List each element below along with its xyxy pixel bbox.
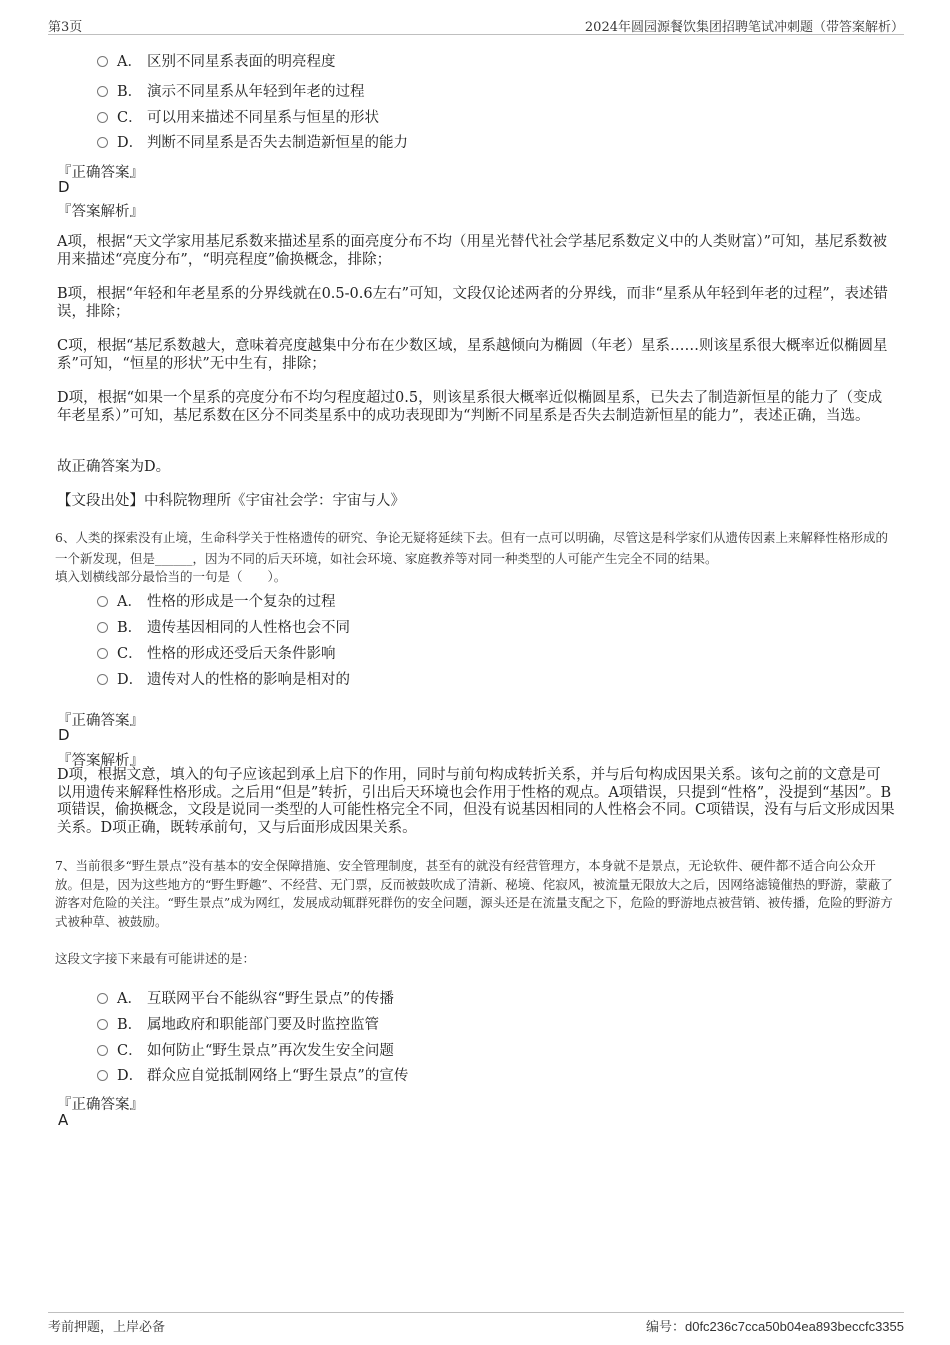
page-header	[48, 16, 904, 35]
q6-stem: 6、人类的探索没有止境，生命科学关于性格遗传的研究、争论无疑将延续下去。但有一点可以明确，尽管这是科学家们从遗传因素上来解释性格形成的一个新发现，但是______，因为不同的后天环境，如社会环境、家庭教养等对同一种类型的人可能产生完全不同的结果。	[55, 530, 888, 566]
radio-icon[interactable]	[97, 1070, 108, 1081]
document-title: 2024年圆园源餐饮集团招聘笔试冲刺题（带答案解析）	[584, 20, 904, 35]
radio-icon[interactable]	[97, 1045, 108, 1056]
radio-icon[interactable]	[97, 993, 108, 1004]
q5-option-b[interactable]: B． 演示不同星系从年轻到年老的过程	[97, 80, 365, 101]
q6-answer-label: 『正确答案』	[57, 713, 144, 729]
radio-icon[interactable]	[97, 1019, 108, 1030]
q7-answer: A	[58, 1111, 69, 1129]
q7-answer-label: 『正确答案』	[57, 1097, 144, 1113]
q6-option-a[interactable]: A． 性格的形成是一个复杂的过程	[97, 590, 336, 611]
q5-analysis-b: B项，根据“年轻和年老星系的分界线就在0.5-0.6左右”可知，文段仅论述两者的分界线，而非“星系从年轻到年老的过程”，表述错误，排除；	[57, 286, 888, 320]
q5-analysis-d: D项，根据“如果一个星系的亮度分布不均匀程度超过0.5，则该星系很大概率近似椭圆星系，已失去了制造新恒星的能力了（变成年老星系）”可知，基尼系数在区分不同类星系中的成功表现即为“判断不同星系是否失去制造新恒星的能力”，表述正确，当选。	[57, 390, 883, 424]
q7-option-b[interactable]: B． 属地政府和职能部门要及时监控监管	[97, 1013, 379, 1034]
radio-icon[interactable]	[97, 674, 108, 685]
q6-prompt: 填入划横线部分最恰当的一句是（ ）。	[55, 569, 287, 584]
page-footer	[48, 1312, 904, 1335]
q7-option-c[interactable]: C． 如何防止“野生景点”再次发生安全问题	[97, 1039, 394, 1060]
q6-answer: D	[58, 726, 70, 744]
q5-option-a[interactable]: A． 区别不同星系表面的明亮程度	[97, 50, 336, 71]
q5-analysis-a: A项，根据“天文学家用基尼系数来描述星系的面亮度分布不均（用星光替代社会学基尼系数定义中的人类财富）”可知，基尼系数被用来描述“亮度分布”，“明亮程度”偷换概念，排除；	[57, 234, 888, 268]
q7-option-a[interactable]: A． 互联网平台不能纵容“野生景点”的传播	[97, 987, 394, 1008]
document-code: 编号：d0fc236c7cca50b04ea893beccfc3355	[645, 1319, 904, 1334]
q6-option-b[interactable]: B． 遗传基因相同的人性格也会不同	[97, 616, 350, 637]
radio-icon[interactable]	[97, 56, 108, 67]
q6-analysis-label: 『答案解析』	[57, 753, 144, 769]
q5-conclusion: 故正确答案为D。	[57, 459, 171, 475]
radio-icon[interactable]	[97, 86, 108, 97]
q5-option-d[interactable]: D． 判断不同星系是否失去制造新恒星的能力	[97, 131, 408, 152]
q5-answer-label: 『正确答案』	[57, 165, 144, 181]
radio-icon[interactable]	[97, 596, 108, 607]
q5-analysis-c: C项，根据“基尼系数越大，意味着亮度越集中分布在少数区域，星系越倾向为椭圆（年老）星系……则该星系很大概率近似椭圆星系”可知，“恒星的形状”无中生有，排除；	[57, 338, 888, 372]
q6-analysis: D项，根据文意，填入的句子应该起到承上启下的作用，同时与前句构成转折关系，并与后句构成因果关系。该句之前的文意是可以用遗传来解释性格形成。之后用“但是”转折，引出后天环境也会作用于性格的观点。A项错误，只提到“性格”，没提到“基因”。B项错误，偷换概念，文段是说同一类型的人可能性格完全不同，但没有说基因相同的人性格会不同。C项错误，没有与后文形成因果关系。D项正确，既转承前句，又与后面形成因果关系。	[57, 767, 895, 836]
q5-option-c[interactable]: C． 可以用来描述不同星系与恒星的形状	[97, 106, 379, 127]
q7-prompt: 这段文字接下来最有可能讲述的是：	[55, 951, 256, 966]
footer-slogan: 考前押题，上岸必备	[48, 1320, 166, 1335]
q5-answer: D	[58, 178, 70, 196]
page-number: 第3页	[48, 20, 83, 35]
q6-option-d[interactable]: D． 遗传对人的性格的影响是相对的	[97, 668, 350, 689]
radio-icon[interactable]	[97, 622, 108, 633]
radio-icon[interactable]	[97, 112, 108, 123]
q7-stem: 7、当前很多“野生景点”没有基本的安全保障措施、安全管理制度，甚至有的就没有经营管理方，本身就不是景点，无论软件、硬件都不适合向公众开放。但是，因为这些地方的“野生野趣”、不经营、无门票，反而被鼓吹成了清新、秘境、侘寂风，被流量无限放大之后，因网络滤镜催热的野游，蒙蔽了游客对危险的关注。“野生景点”成为网红，发展成动辄群死群伤的安全问题，源头还是在流量支配之下，危险的野游地点被营销、被传播，危险的野游方式被种草、被鼓励。	[55, 858, 893, 929]
q6-option-c[interactable]: C． 性格的形成还受后天条件影响	[97, 642, 336, 663]
q7-option-d[interactable]: D． 群众应自觉抵制网络上“野生景点”的宣传	[97, 1064, 408, 1085]
radio-icon[interactable]	[97, 648, 108, 659]
q5-source: 【文段出处】中科院物理所《宇宙社会学：宇宙与人》	[57, 493, 405, 509]
radio-icon[interactable]	[97, 137, 108, 148]
q5-analysis-label: 『答案解析』	[57, 204, 144, 220]
